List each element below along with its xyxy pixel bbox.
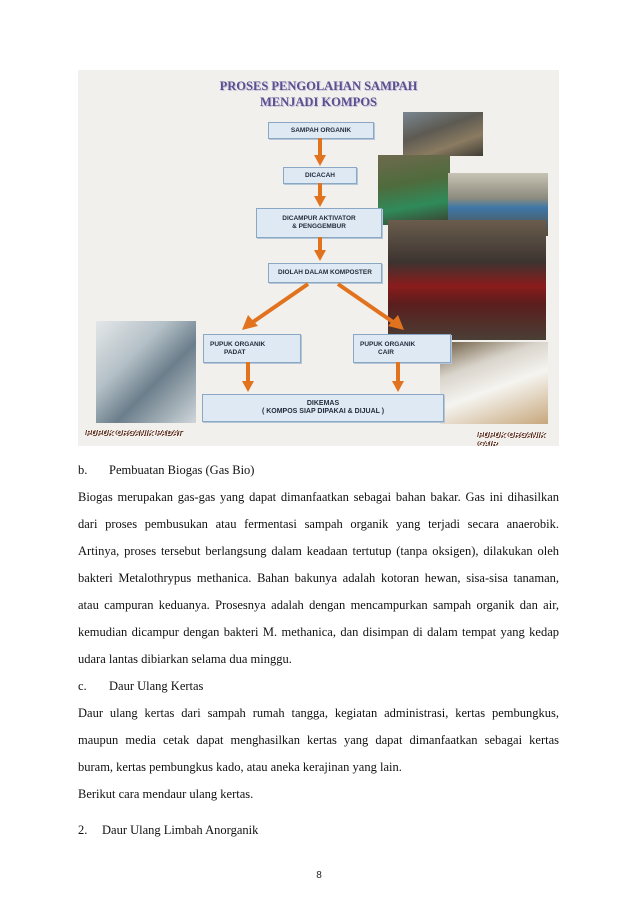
step-liquid-fertilizer-label-2: CAIR xyxy=(378,348,394,356)
paragraph-line: Daur ulang kertas dari sampah rumah tangga, kegiatan administrasi, kertas pembungkus, xyxy=(78,706,559,720)
compost-process-figure xyxy=(78,70,559,446)
step-mix-activator-label: DICAMPUR AKTIVATOR xyxy=(282,215,356,222)
step-liquid-fertilizer xyxy=(353,334,451,363)
paragraph-line: Artinya, proses tersebut berlangsung dalam keadaan tertutup (tanpa oksigen), dilakukan oleh xyxy=(78,544,559,558)
flow-stem xyxy=(396,362,400,382)
step-composter xyxy=(268,263,382,283)
photo-solid-fertilizer-bags xyxy=(96,321,196,423)
step-packaged-label: DIKEMAS xyxy=(306,400,340,407)
step-composter-label: DIOLAH DALAM KOMPOSTER xyxy=(278,269,372,276)
caption-liquid-fertilizer: PUPUK ORGANIK CAIR xyxy=(478,430,546,446)
step-solid-fertilizer-label-2: PADAT xyxy=(224,348,246,356)
step-solid-fertilizer-label: PUPUK ORGANIK xyxy=(210,340,266,348)
flow-stem xyxy=(318,183,322,197)
step-liquid-fertilizer-label: PUPUK ORGANIK xyxy=(360,340,416,348)
paragraph-line: maupun media cetak dapat menghasilkan kertas yang dapat dimanfaatkan sebagai kertas xyxy=(78,733,559,747)
step-packaged xyxy=(202,394,444,422)
flow-arrow-icon xyxy=(314,155,326,166)
step-organic-waste-label: SAMPAH ORGANIK xyxy=(290,126,352,134)
figure-title-line1: PROSES PENGOLAHAN SAMPAH xyxy=(219,79,418,93)
paragraph-line: Biogas merupakan gas-gas yang dapat dimanfaatkan sebagai bahan bakar. Gas ini dihasilkan xyxy=(78,490,559,504)
flow-stem xyxy=(246,362,250,382)
paragraph-line: kemudian dicampur dengan bakteri M. methanica, dan disimpan di dalam tempat yang kedap xyxy=(78,625,559,639)
heading-inorganic-recycling xyxy=(78,820,559,840)
section-label: b. xyxy=(78,463,88,477)
step-organic-waste xyxy=(268,122,374,139)
step-mix-activator-label-2: & PENGGEMBUR xyxy=(292,223,346,230)
page-number: 8 xyxy=(316,870,322,881)
heading-paper-recycling xyxy=(78,676,559,696)
photo-liquid-fertilizer-bottles xyxy=(440,342,548,424)
paragraph-line: atau campuran keduanya. Prosesnya adalah dengan mencampurkan sampah organik dan air, xyxy=(78,598,559,612)
flow-arrow-icon xyxy=(242,381,254,392)
flow-arrow-icon xyxy=(392,381,404,392)
section-label: 2. xyxy=(78,823,88,837)
paragraph-line: buram, kertas pembungkus kado, atau aneka kerajinan yang lain. xyxy=(78,760,402,774)
flow-stem xyxy=(318,237,322,251)
caption-solid-fertilizer: PUPUK ORGANIK PADAT xyxy=(86,428,183,437)
photo-worker-chopping xyxy=(378,155,450,225)
heading-biogas xyxy=(78,460,559,480)
section-heading: Pembuatan Biogas (Gas Bio) xyxy=(109,463,255,477)
figure-title xyxy=(78,78,559,110)
section-heading: Daur Ulang Kertas xyxy=(109,679,204,693)
paragraph-line: udara lantas dibiarkan selama dua minggu. xyxy=(78,652,292,666)
flow-stem xyxy=(318,138,322,156)
split-arrows-icon xyxy=(228,282,428,334)
figure-title-line2: MENJADI KOMPOS xyxy=(259,95,377,109)
section-label: c. xyxy=(78,679,87,693)
photo-waste-heap xyxy=(403,112,483,156)
flow-arrow-icon xyxy=(314,196,326,207)
step-chopped-label: DICACAH xyxy=(305,171,335,179)
step-packaged-label-2: ( KOMPOS SIAP DIPAKAI & DIJUAL ) xyxy=(261,408,385,415)
step-solid-fertilizer xyxy=(203,334,301,363)
paragraph-line: dari proses pembusukan atau fermentasi sampah organik yang terjadi secara anaerobik. xyxy=(78,517,559,531)
paragraph-line: Berikut cara mendaur ulang kertas. xyxy=(78,787,254,801)
paragraph-line: bakteri Metalothrypus methanica. Bahan bakunya adalah kotoran hewan, sisa-sisa tanaman, xyxy=(78,571,559,585)
step-mix-activator xyxy=(256,208,382,238)
step-chopped xyxy=(283,167,357,184)
section-heading: Daur Ulang Limbah Anorganik xyxy=(102,823,259,837)
flow-arrow-icon xyxy=(314,250,326,261)
